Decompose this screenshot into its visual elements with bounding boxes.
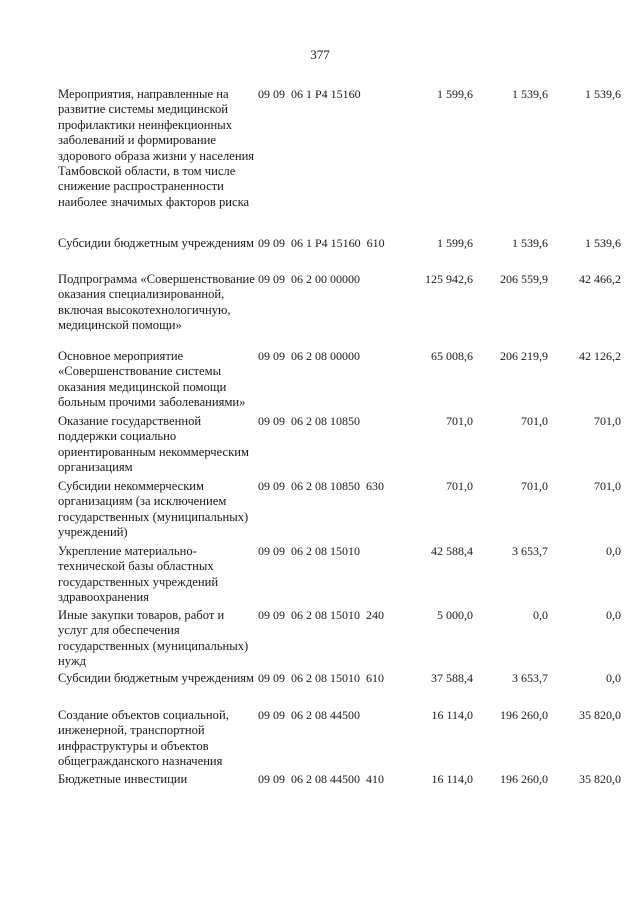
row-value-1: 16 114,0 — [431, 772, 473, 786]
row-value-2: 1 539,6 — [512, 87, 548, 101]
row-value-3: 0,0 — [606, 544, 621, 558]
row-value-2: 196 260,0 — [500, 708, 548, 722]
row-description: Иные закупки товаров, работ и услуг для обеспечения государственных (муниципальных) нужд — [58, 608, 249, 669]
row-value-3: 701,0 — [594, 414, 621, 428]
row-value-1: 37 588,4 — [431, 671, 473, 685]
table-row — [0, 608, 640, 671]
row-code: 09 09 06 2 08 10850 630 — [258, 479, 384, 493]
row-code: 09 09 06 2 08 44500 — [258, 708, 360, 722]
row-value-1: 1 599,6 — [437, 87, 473, 101]
row-value-1: 1 599,6 — [437, 236, 473, 250]
row-value-1: 701,0 — [446, 414, 473, 428]
row-value-2: 0,0 — [533, 608, 548, 622]
row-code: 09 09 06 2 08 00000 — [258, 349, 360, 363]
row-description: Укрепление материально-технической базы областных государственных учреждений здравоохранения — [58, 544, 219, 605]
row-value-3: 1 539,6 — [585, 236, 621, 250]
row-description: Бюджетные инвестиции — [58, 772, 188, 786]
row-code: 09 09 06 2 08 44500 410 — [258, 772, 384, 786]
row-value-2: 3 653,7 — [512, 544, 548, 558]
row-code: 09 09 06 2 08 15010 — [258, 544, 360, 558]
row-value-1: 701,0 — [446, 479, 473, 493]
row-code: 09 09 06 1 Р4 15160 610 — [258, 236, 385, 250]
row-code: 09 09 06 2 08 15010 240 — [258, 608, 384, 622]
row-description: Субсидии бюджетным учреждениям — [58, 236, 254, 250]
table-row — [0, 708, 640, 772]
row-value-2: 206 219,9 — [500, 349, 548, 363]
row-value-3: 0,0 — [606, 671, 621, 685]
row-value-2: 1 539,6 — [512, 236, 548, 250]
row-description: Мероприятия, направленные на развитие системы медицинской профилактики неинфекционных заболеваний и формирование здорового образа жизни у населения Тамбовской области, в том числе снижение распространенности наиболее значимых факторов риска — [58, 87, 255, 209]
table-row — [0, 544, 640, 608]
row-value-2: 206 559,9 — [500, 272, 548, 286]
table-row — [0, 671, 640, 708]
row-value-1: 5 000,0 — [437, 608, 473, 622]
row-description: Субсидии бюджетным учреждениям — [58, 671, 254, 685]
row-code: 09 09 06 2 08 15010 610 — [258, 671, 384, 685]
row-value-1: 65 008,6 — [431, 349, 473, 363]
table-row — [0, 272, 640, 349]
table-row — [0, 236, 640, 272]
budget-table — [0, 87, 640, 792]
row-value-2: 3 653,7 — [512, 671, 548, 685]
row-value-1: 125 942,6 — [425, 272, 473, 286]
row-value-3: 42 466,2 — [579, 272, 621, 286]
row-code: 09 09 06 1 Р4 15160 — [258, 87, 361, 101]
row-code: 09 09 06 2 08 10850 — [258, 414, 360, 428]
table-row — [0, 87, 640, 236]
row-value-1: 16 114,0 — [431, 708, 473, 722]
row-value-3: 35 820,0 — [579, 772, 621, 786]
row-value-3: 0,0 — [606, 608, 621, 622]
row-description: Подпрограмма «Совершенствование оказания специализированной, включая высокотехнологичную, медицинской помощи» — [58, 272, 255, 333]
table-row — [0, 349, 640, 414]
row-value-2: 196 260,0 — [500, 772, 548, 786]
table-row — [0, 414, 640, 479]
row-value-3: 35 820,0 — [579, 708, 621, 722]
row-code: 09 09 06 2 00 00000 — [258, 272, 360, 286]
row-value-2: 701,0 — [521, 414, 548, 428]
page-number: 377 — [310, 47, 330, 62]
row-description: Субсидии некоммерческим организациям (за исключением государственных (муниципальных) учреждений) — [58, 479, 249, 540]
row-value-3: 1 539,6 — [585, 87, 621, 101]
row-value-2: 701,0 — [521, 479, 548, 493]
row-description: Основное мероприятие «Совершенствование системы оказания медицинской помощи больным прочими заболеваниями» — [58, 349, 246, 410]
row-value-3: 42 126,2 — [579, 349, 621, 363]
table-row — [0, 772, 640, 792]
table-row — [0, 479, 640, 544]
row-value-1: 42 588,4 — [431, 544, 473, 558]
row-description: Создание объектов социальной, инженерной, транспортной инфраструктуры и объектов общегражданского назначения — [58, 708, 229, 769]
row-description: Оказание государственной поддержки социально ориентированным некоммерческим организациям — [58, 414, 249, 475]
row-value-3: 701,0 — [594, 479, 621, 493]
